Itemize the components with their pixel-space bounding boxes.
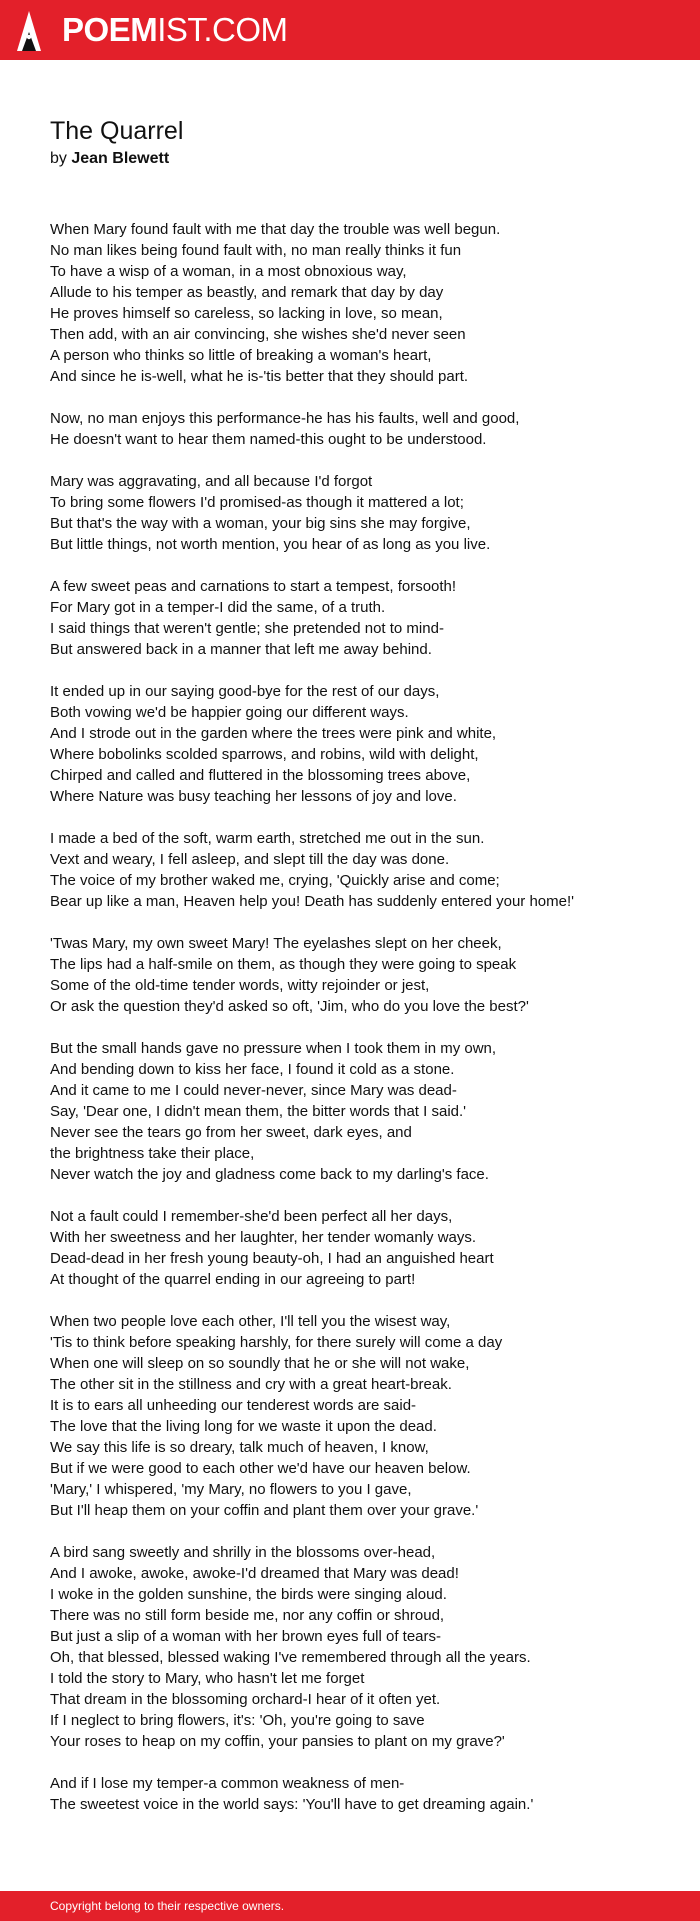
stanza xyxy=(50,1206,670,1290)
poem-line: And I awoke, awoke, awoke-I'd dreamed that Mary was dead! xyxy=(50,1565,459,1582)
poem-line: The voice of my brother waked me, crying, 'Quickly arise and come; xyxy=(50,872,500,889)
poem-line: But just a slip of a woman with her brown eyes full of tears- xyxy=(50,1628,442,1645)
poem-line: He proves himself so careless, so lacking in love, so mean, xyxy=(50,305,443,322)
poem-line: The other sit in the stillness and cry with a great heart-break. xyxy=(50,1376,452,1393)
stanza xyxy=(50,408,670,450)
poem-line: Dead-dead in her fresh young beauty-oh, I had an anguished heart xyxy=(50,1250,494,1267)
site-header xyxy=(0,0,700,60)
stanza xyxy=(50,681,670,807)
poem-line: To have a wisp of a woman, in a most obnoxious way, xyxy=(50,263,407,280)
stanza xyxy=(50,828,670,912)
poem-line: I woke in the golden sunshine, the birds were singing aloud. xyxy=(50,1586,447,1603)
site-footer xyxy=(0,1891,700,1921)
poem-line: Vext and weary, I fell asleep, and slept till the day was done. xyxy=(50,851,450,868)
logo-text-bold: POEM xyxy=(62,11,158,48)
poem-line: That dream in the blossoming orchard-I hear of it often yet. xyxy=(50,1691,441,1708)
byline xyxy=(50,149,169,169)
poem-line: And bending down to kiss her face, I found it cold as a stone. xyxy=(50,1061,455,1078)
poem-line: Mary was aggravating, and all because I'd forgot xyxy=(50,473,373,490)
poem-line: Not a fault could I remember-she'd been perfect all her days, xyxy=(50,1208,453,1225)
poem-line: And since he is-well, what he is-'tis better that they should part. xyxy=(50,368,469,385)
poem-line: And it came to me I could never-never, since Mary was dead- xyxy=(50,1082,457,1099)
poem-line: I told the story to Mary, who hasn't let me forget xyxy=(50,1670,365,1687)
poem-line: When Mary found fault with me that day the trouble was well begun. xyxy=(50,221,501,238)
stanza xyxy=(50,1773,670,1815)
site-logo[interactable] xyxy=(62,12,288,48)
poem-line: And if I lose my temper-a common weakness of men- xyxy=(50,1775,405,1792)
poem-line: A few sweet peas and carnations to start a tempest, forsooth! xyxy=(50,578,457,595)
poem-line: If I neglect to bring flowers, it's: 'Oh, you're going to save xyxy=(50,1712,425,1729)
copyright-text: Copyright belong to their respective owners. xyxy=(50,1899,285,1913)
poem-line: At thought of the quarrel ending in our agreeing to part! xyxy=(50,1271,416,1288)
poem-line: Then add, with an air convincing, she wishes she'd never seen xyxy=(50,326,466,343)
poem-line: Allude to his temper as beastly, and remark that day by day xyxy=(50,284,444,301)
poem-line: But answered back in a manner that left me away behind. xyxy=(50,641,432,658)
poem-line: Chirped and called and fluttered in the blossoming trees above, xyxy=(50,767,471,784)
poem-line: the brightness take their place, xyxy=(50,1145,255,1162)
poem-line: Say, 'Dear one, I didn't mean them, the bitter words that I said.' xyxy=(50,1103,467,1120)
poem-line: But little things, not worth mention, you hear of as long as you live. xyxy=(50,536,491,553)
poem-line: For Mary got in a temper-I did the same, of a truth. xyxy=(50,599,386,616)
poem-line: I made a bed of the soft, warm earth, stretched me out in the sun. xyxy=(50,830,485,847)
poem-line: I said things that weren't gentle; she pretended not to mind- xyxy=(50,620,444,637)
poem-line: A person who thinks so little of breaking a woman's heart, xyxy=(50,347,432,364)
poem-line: 'Twas Mary, my own sweet Mary! The eyelashes slept on her cheek, xyxy=(50,935,502,952)
poem-line: When two people love each other, I'll tell you the wisest way, xyxy=(50,1313,451,1330)
poem-line: He doesn't want to hear them named-this ought to be understood. xyxy=(50,431,487,448)
logo-text-light: IST.COM xyxy=(157,11,288,48)
poem-line: Never see the tears go from her sweet, dark eyes, and xyxy=(50,1124,412,1141)
poem-line: Some of the old-time tender words, witty rejoinder or jest, xyxy=(50,977,430,994)
poem-line: Oh, that blessed, blessed waking I've remembered through all the years. xyxy=(50,1649,531,1666)
stanza xyxy=(50,576,670,660)
stanza xyxy=(50,1038,670,1185)
poem-line: Never watch the joy and gladness come back to my darling's face. xyxy=(50,1166,489,1183)
stanza xyxy=(50,933,670,1017)
poem-line: 'Mary,' I whispered, 'my Mary, no flowers to you I gave, xyxy=(50,1481,412,1498)
poem-line: Now, no man enjoys this performance-he has his faults, well and good, xyxy=(50,410,520,427)
poem-line: Bear up like a man, Heaven help you! Death has suddenly entered your home!' xyxy=(50,893,575,910)
poem-line: But the small hands gave no pressure when I took them in my own, xyxy=(50,1040,497,1057)
poem-line: But if we were good to each other we'd have our heaven below. xyxy=(50,1460,471,1477)
poem-line: It ended up in our saying good-bye for the rest of our days, xyxy=(50,683,440,700)
poem-line: And I strode out in the garden where the trees were pink and white, xyxy=(50,725,497,742)
poem-line: The sweetest voice in the world says: 'You'll have to get dreaming again.' xyxy=(50,1796,534,1813)
poem-line: Where Nature was busy teaching her lessons of joy and love. xyxy=(50,788,457,805)
poem-line: We say this life is so dreary, talk much of heaven, I know, xyxy=(50,1439,429,1456)
poem-line: But that's the way with a woman, your big sins she may forgive, xyxy=(50,515,471,532)
poem-line: Both vowing we'd be happier going our different ways. xyxy=(50,704,409,721)
poem-line: Or ask the question they'd asked so oft, 'Jim, who do you love the best?' xyxy=(50,998,529,1015)
poem-line: The love that the living long for we waste it upon the dead. xyxy=(50,1418,437,1435)
poem-title: The Quarrel xyxy=(50,117,184,145)
poem-line: The lips had a half-smile on them, as though they were going to speak xyxy=(50,956,517,973)
poem-line: Where bobolinks scolded sparrows, and robins, wild with delight, xyxy=(50,746,479,763)
poem-line: Your roses to heap on my coffin, your pansies to plant on my grave?' xyxy=(50,1733,505,1750)
stanza xyxy=(50,1542,670,1752)
poem-line: With her sweetness and her laughter, her tender womanly ways. xyxy=(50,1229,477,1246)
by-label: by xyxy=(50,150,67,167)
poem-line: When one will sleep on so soundly that he or she will not wake, xyxy=(50,1355,470,1372)
stanza xyxy=(50,1311,670,1521)
poem-line: To bring some flowers I'd promised-as though it mattered a lot; xyxy=(50,494,464,511)
poem-line: No man likes being found fault with, no man really thinks it fun xyxy=(50,242,462,259)
poem-line: It is to ears all unheeding our tenderest words are said- xyxy=(50,1397,417,1414)
poem-line: 'Tis to think before speaking harshly, for there surely will come a day xyxy=(50,1334,503,1351)
poem-line: There was no still form beside me, nor any coffin or shroud, xyxy=(50,1607,445,1624)
author-name: Jean Blewett xyxy=(71,150,170,167)
poem-line: A bird sang sweetly and shrilly in the blossoms over-head, xyxy=(50,1544,436,1561)
pen-nib-icon[interactable] xyxy=(16,10,42,52)
stanza xyxy=(50,471,670,555)
poem-line: But I'll heap them on your coffin and plant them over your grave.' xyxy=(50,1502,479,1519)
poem-body xyxy=(50,219,670,1836)
stanza xyxy=(50,219,670,387)
